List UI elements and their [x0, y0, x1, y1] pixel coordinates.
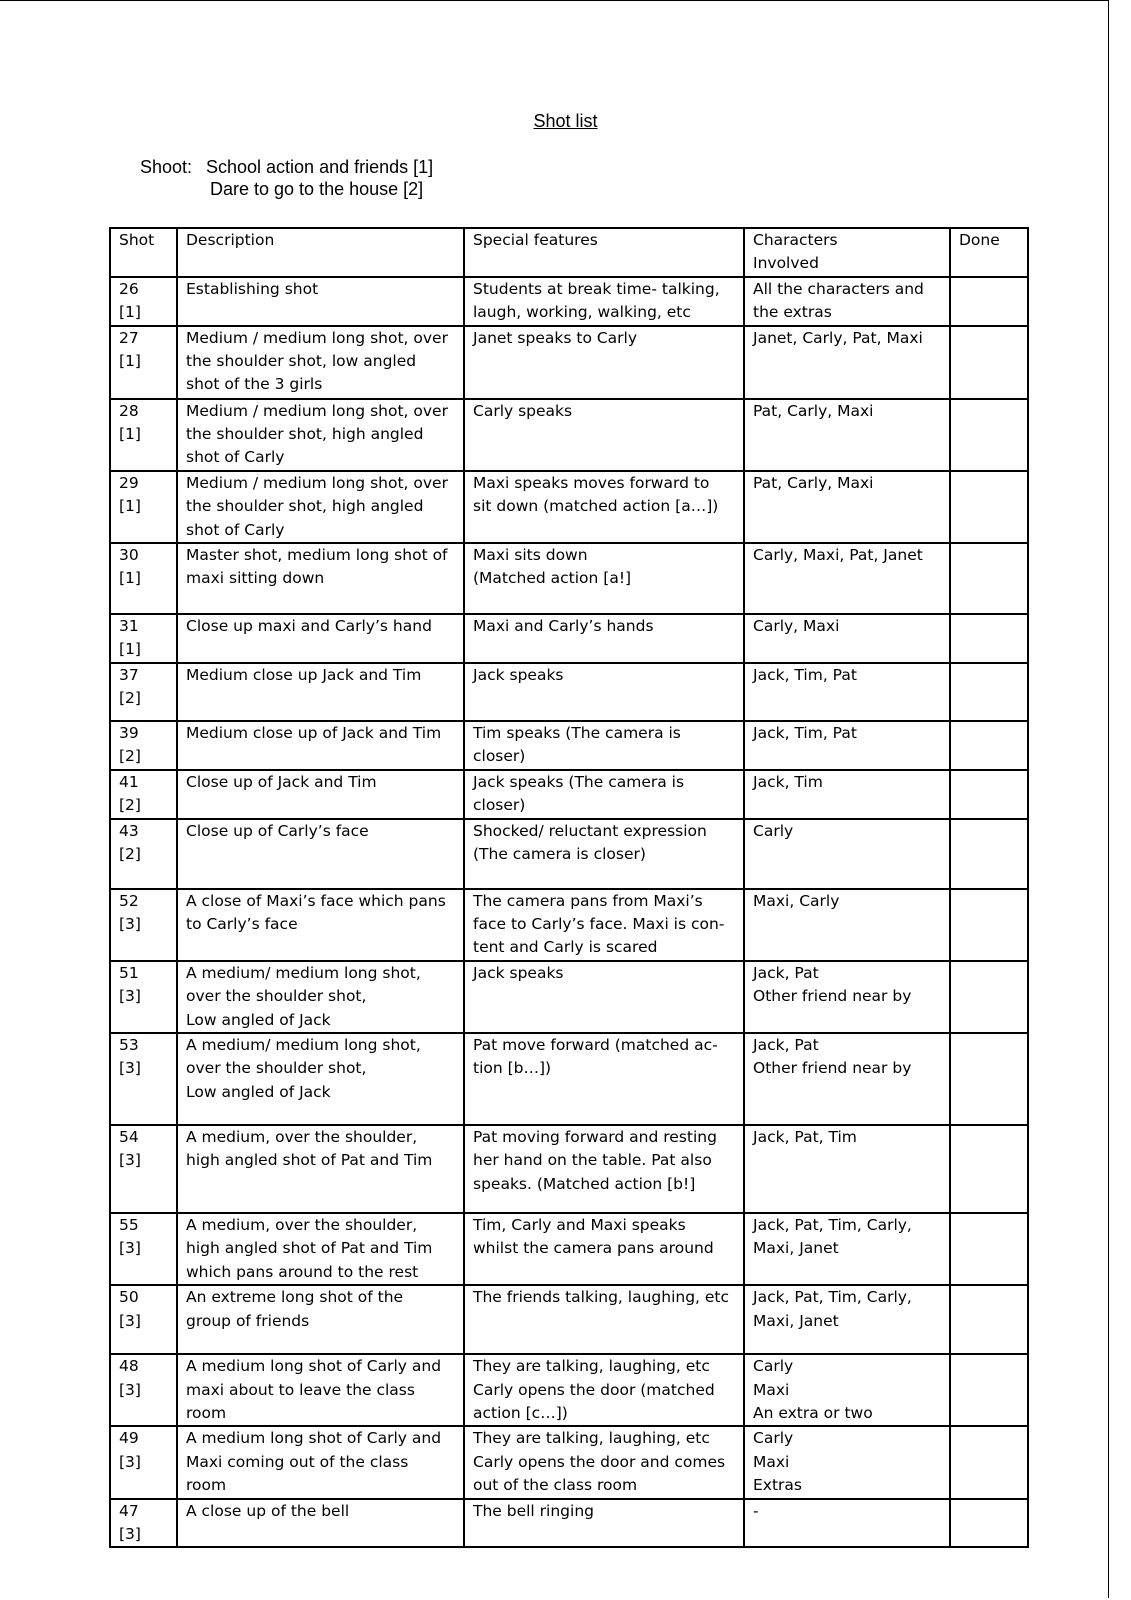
table-row	[110, 326, 1028, 399]
table-row	[110, 543, 1028, 614]
cell-shot: 47 [3]	[110, 1499, 177, 1548]
cell-description: Medium / medium long shot, over the shoulder shot, high angled shot of Carly	[177, 399, 464, 471]
cell-characters: Carly Maxi Extras	[744, 1426, 950, 1498]
cell-special-features: Pat move forward (matched ac- tion [b…])	[464, 1033, 744, 1125]
cell-shot: 26 [1]	[110, 277, 177, 326]
cell-done	[950, 1426, 1028, 1498]
shoot-line-2: Dare to go to the house [2]	[210, 179, 424, 199]
cell-done	[950, 543, 1028, 614]
shoot-label: Shoot:	[140, 157, 193, 177]
cell-done	[950, 1354, 1028, 1426]
cell-characters: Maxi, Carly	[744, 889, 950, 961]
cell-shot: 31 [1]	[110, 614, 177, 663]
cell-characters: Jack, Pat Other friend near by	[744, 1033, 950, 1125]
cell-special-features: The camera pans from Maxi’s face to Carly’s face. Maxi is con- tent and Carly is scared	[464, 889, 744, 961]
table-row	[110, 663, 1028, 721]
cell-shot: 28 [1]	[110, 399, 177, 471]
cell-description: Medium / medium long shot, over the shoulder shot, high angled shot of Carly	[177, 471, 464, 543]
cell-characters: Pat, Carly, Maxi	[744, 399, 950, 471]
cell-description: A medium/ medium long shot, over the shoulder shot, Low angled of Jack	[177, 961, 464, 1033]
cell-description: Master shot, medium long shot of maxi sitting down	[177, 543, 464, 614]
cell-description: Medium close up of Jack and Tim	[177, 721, 464, 770]
cell-characters: Pat, Carly, Maxi	[744, 471, 950, 543]
cell-special-features: They are talking, laughing, etc Carly opens the door (matched action [c…])	[464, 1354, 744, 1426]
shoot-info	[140, 156, 433, 200]
table-row	[110, 1125, 1028, 1213]
cell-characters: Jack, Pat, Tim, Carly, Maxi, Janet	[744, 1285, 950, 1354]
table-row	[110, 1354, 1028, 1426]
cell-special-features: Jack speaks (The camera is closer)	[464, 770, 744, 819]
shoot-line-1	[140, 156, 433, 178]
cell-done	[950, 663, 1028, 721]
table-row	[110, 399, 1028, 471]
cell-shot: 54 [3]	[110, 1125, 177, 1213]
shot-list-table	[109, 227, 1029, 1548]
cell-special-features: Tim speaks (The camera is closer)	[464, 721, 744, 770]
cell-description: An extreme long shot of the group of friends	[177, 1285, 464, 1354]
cell-shot: 41 [2]	[110, 770, 177, 819]
cell-shot: 50 [3]	[110, 1285, 177, 1354]
cell-characters: Jack, Tim, Pat	[744, 663, 950, 721]
table-row	[110, 471, 1028, 543]
table-row	[110, 889, 1028, 961]
cell-characters: -	[744, 1499, 950, 1548]
cell-characters: Carly	[744, 819, 950, 889]
cell-done	[950, 721, 1028, 770]
cell-done	[950, 1499, 1028, 1548]
cell-special-features: Tim, Carly and Maxi speaks whilst the camera pans around	[464, 1213, 744, 1285]
cell-shot: 52 [3]	[110, 889, 177, 961]
table-row	[110, 1426, 1028, 1498]
table-row	[110, 1033, 1028, 1125]
cell-special-features: The friends talking, laughing, etc	[464, 1285, 744, 1354]
cell-characters: Jack, Tim, Pat	[744, 721, 950, 770]
cell-done	[950, 770, 1028, 819]
cell-shot: 55 [3]	[110, 1213, 177, 1285]
header-description: Description	[177, 228, 464, 277]
cell-special-features: Maxi sits down (Matched action [a!]	[464, 543, 744, 614]
cell-description: A medium long shot of Carly and maxi about to leave the class room	[177, 1354, 464, 1426]
cell-description: A medium, over the shoulder, high angled shot of Pat and Tim	[177, 1125, 464, 1213]
header-row	[110, 228, 1028, 277]
cell-special-features: The bell ringing	[464, 1499, 744, 1548]
cell-done	[950, 399, 1028, 471]
cell-description: A medium long shot of Carly and Maxi coming out of the class room	[177, 1426, 464, 1498]
cell-characters: Janet, Carly, Pat, Maxi	[744, 326, 950, 399]
cell-special-features: Carly speaks	[464, 399, 744, 471]
cell-done	[950, 1213, 1028, 1285]
cell-done	[950, 614, 1028, 663]
cell-done	[950, 471, 1028, 543]
cell-characters: Carly, Maxi	[744, 614, 950, 663]
cell-description: Close up of Carly’s face	[177, 819, 464, 889]
cell-done	[950, 326, 1028, 399]
cell-shot: 27 [1]	[110, 326, 177, 399]
cell-description: Medium / medium long shot, over the shoulder shot, low angled shot of the 3 girls	[177, 326, 464, 399]
cell-done	[950, 961, 1028, 1033]
cell-special-features: Jack speaks	[464, 961, 744, 1033]
table-row	[110, 1213, 1028, 1285]
cell-special-features: Shocked/ reluctant expression (The camera is closer)	[464, 819, 744, 889]
cell-description: Close up of Jack and Tim	[177, 770, 464, 819]
page-title: Shot list	[533, 111, 598, 131]
cell-special-features: Maxi and Carly’s hands	[464, 614, 744, 663]
cell-done	[950, 277, 1028, 326]
cell-shot: 48 [3]	[110, 1354, 177, 1426]
header-characters: Characters Involved	[744, 228, 950, 277]
cell-shot: 53 [3]	[110, 1033, 177, 1125]
table-row	[110, 277, 1028, 326]
cell-done	[950, 819, 1028, 889]
cell-special-features: Maxi speaks moves forward to sit down (matched action [a…])	[464, 471, 744, 543]
cell-characters: All the characters and the extras	[744, 277, 950, 326]
table-row	[110, 1499, 1028, 1548]
cell-shot: 49 [3]	[110, 1426, 177, 1498]
cell-special-features: Students at break time- talking, laugh, working, walking, etc	[464, 277, 744, 326]
cell-done	[950, 1285, 1028, 1354]
cell-characters: Jack, Pat, Tim	[744, 1125, 950, 1213]
cell-description: Close up maxi and Carly’s hand	[177, 614, 464, 663]
cell-shot: 37 [2]	[110, 663, 177, 721]
header-shot: Shot	[110, 228, 177, 277]
cell-shot: 30 [1]	[110, 543, 177, 614]
table-row	[110, 770, 1028, 819]
cell-done	[950, 1125, 1028, 1213]
cell-characters: Jack, Pat, Tim, Carly, Maxi, Janet	[744, 1213, 950, 1285]
cell-done	[950, 889, 1028, 961]
cell-characters: Carly, Maxi, Pat, Janet	[744, 543, 950, 614]
table-row	[110, 819, 1028, 889]
cell-characters: Jack, Tim	[744, 770, 950, 819]
header-special-features: Special features	[464, 228, 744, 277]
table-row	[110, 614, 1028, 663]
cell-shot: 43 [2]	[110, 819, 177, 889]
cell-special-features: Jack speaks	[464, 663, 744, 721]
cell-shot: 51 [3]	[110, 961, 177, 1033]
cell-shot: 39 [2]	[110, 721, 177, 770]
table-row	[110, 1285, 1028, 1354]
shoot-line-1-text: School action and friends [1]	[206, 157, 434, 177]
cell-characters: Carly Maxi An extra or two	[744, 1354, 950, 1426]
table-row	[110, 961, 1028, 1033]
cell-description: A close up of the bell	[177, 1499, 464, 1548]
cell-special-features: Janet speaks to Carly	[464, 326, 744, 399]
cell-done	[950, 1033, 1028, 1125]
table-row	[110, 721, 1028, 770]
cell-description: Establishing shot	[177, 277, 464, 326]
cell-description: A medium/ medium long shot, over the shoulder shot, Low angled of Jack	[177, 1033, 464, 1125]
cell-description: A close of Maxi’s face which pans to Carly’s face	[177, 889, 464, 961]
cell-shot: 29 [1]	[110, 471, 177, 543]
cell-special-features: Pat moving forward and resting her hand on the table. Pat also speaks. (Matched action [b!]	[464, 1125, 744, 1213]
cell-characters: Jack, Pat Other friend near by	[744, 961, 950, 1033]
cell-special-features: They are talking, laughing, etc Carly opens the door and comes out of the class room	[464, 1426, 744, 1498]
cell-description: Medium close up Jack and Tim	[177, 663, 464, 721]
cell-description: A medium, over the shoulder, high angled shot of Pat and Tim which pans around to the rest	[177, 1213, 464, 1285]
header-done: Done	[950, 228, 1028, 277]
